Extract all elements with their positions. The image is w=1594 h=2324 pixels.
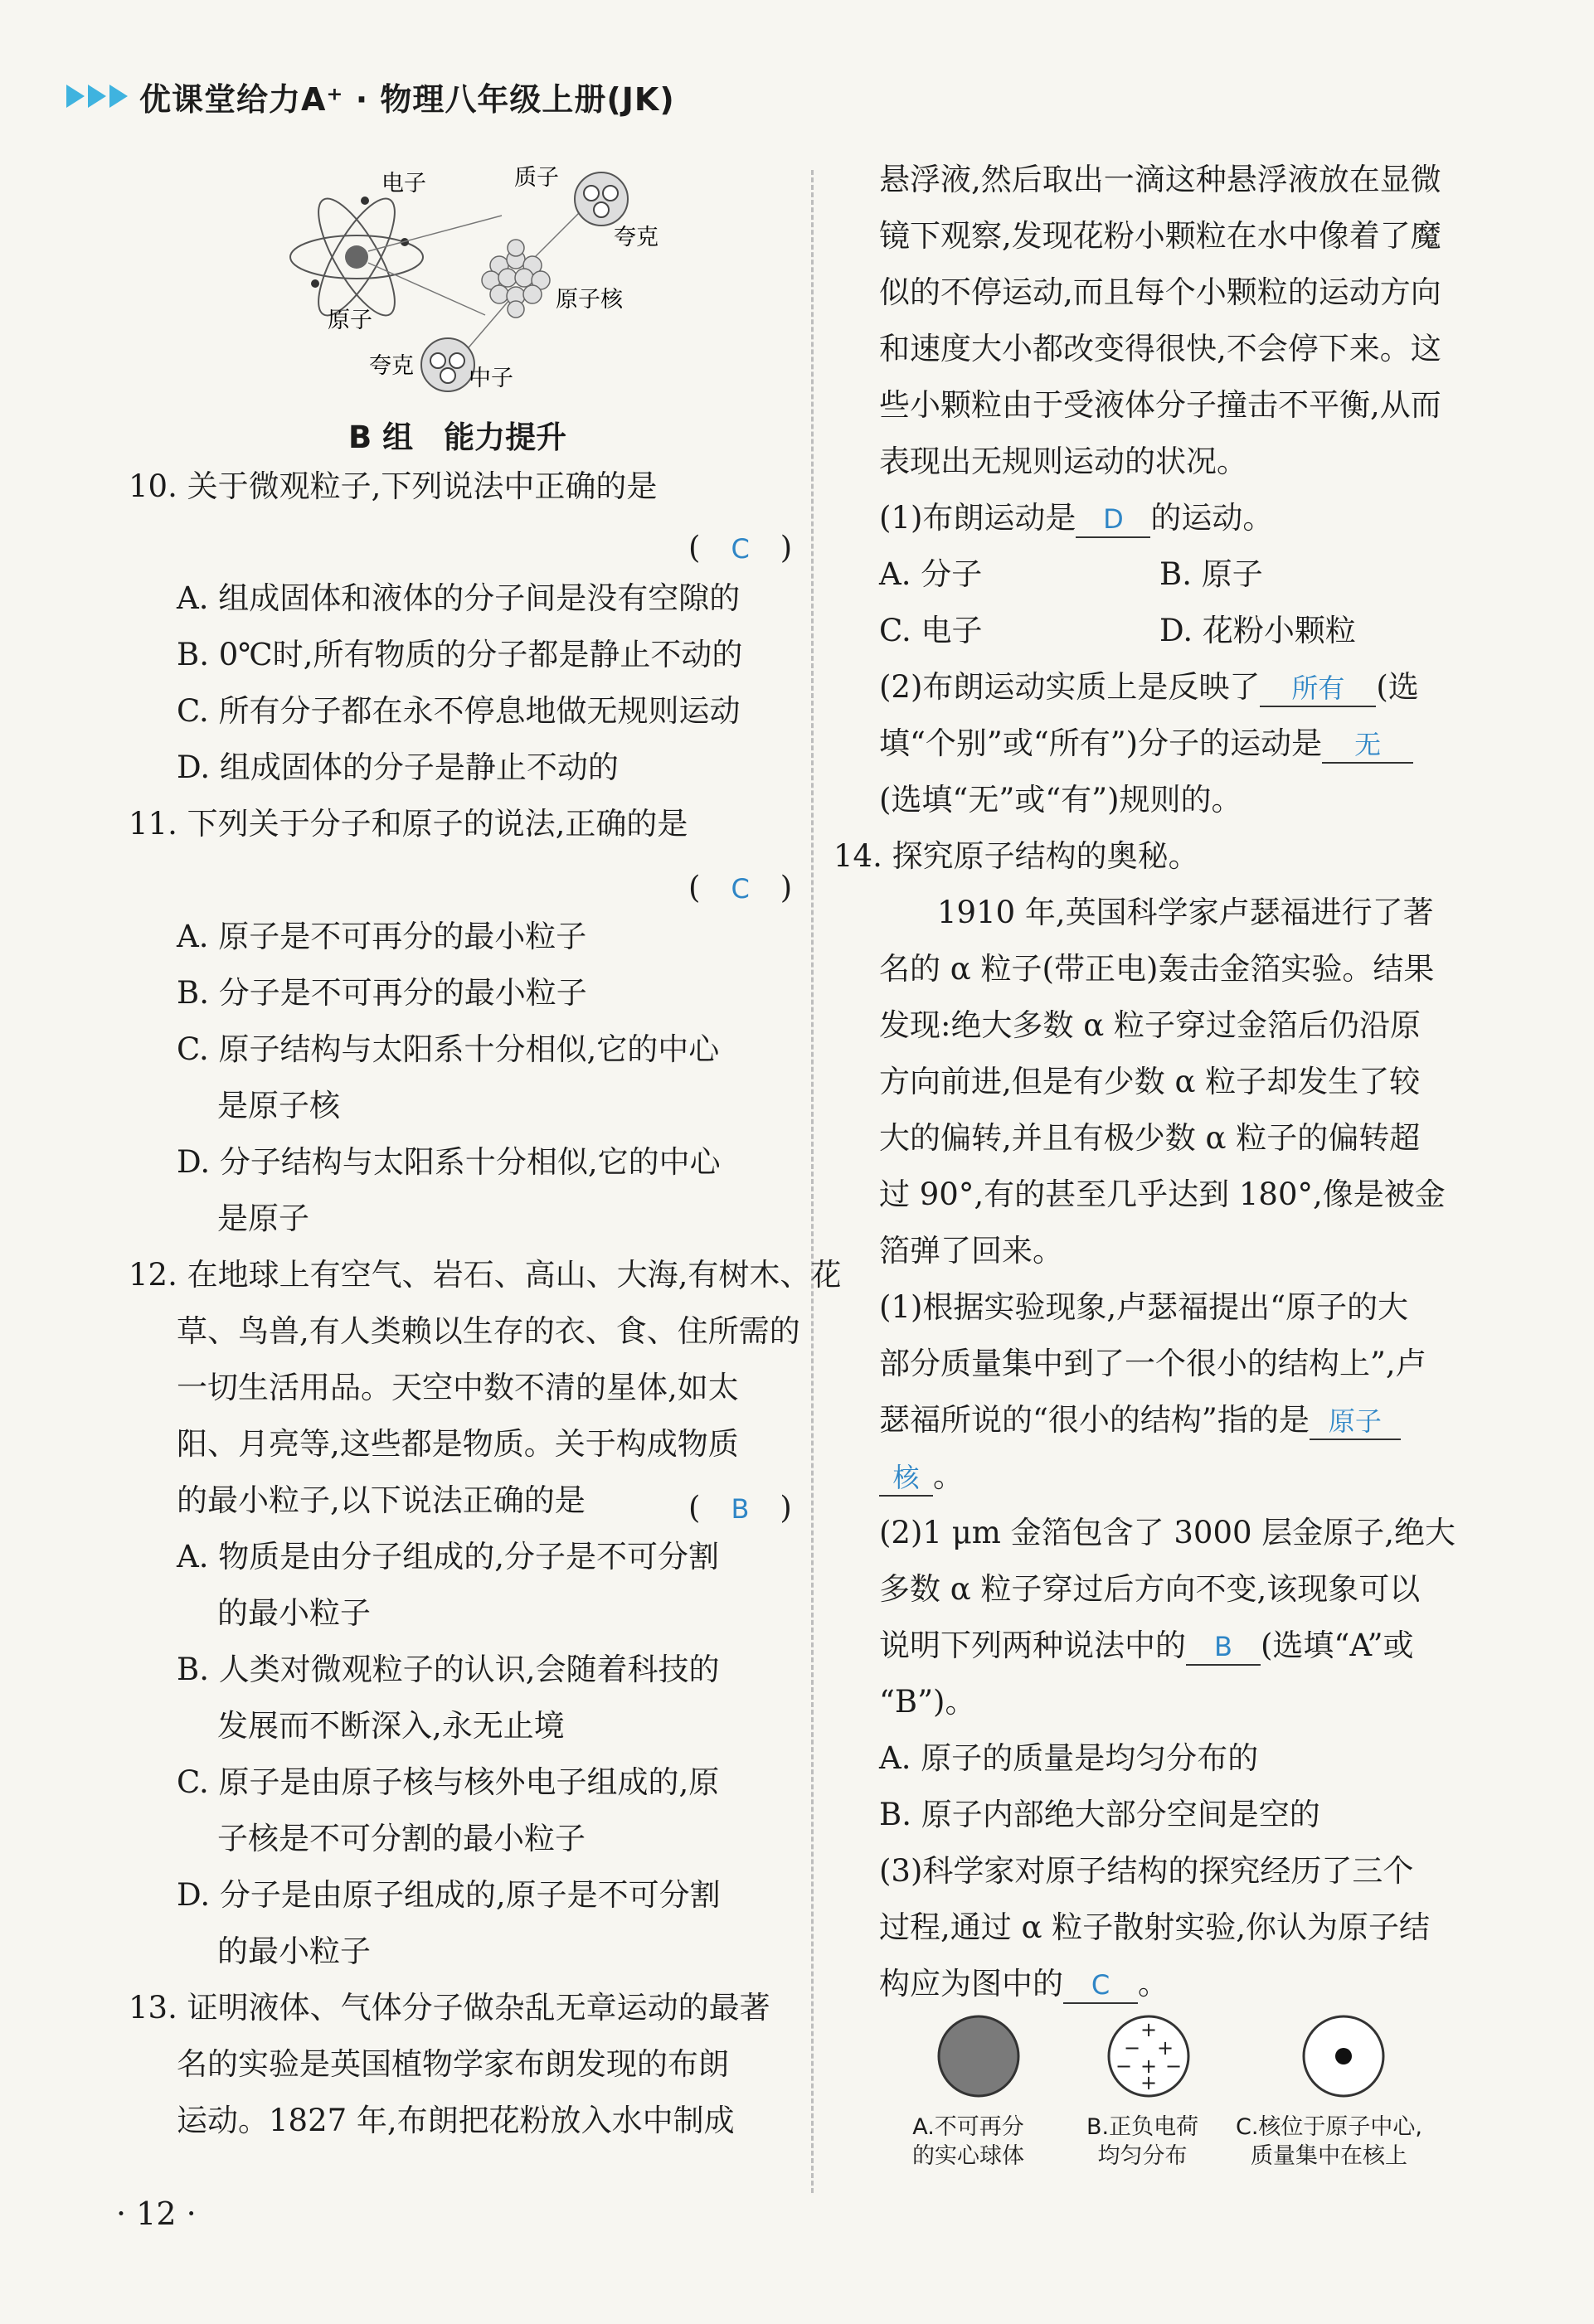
q14-p3-line-2: 过程,通过 α 粒子散射实验,你认为原子结 (879, 1909, 1431, 1945)
q14-p3-answer: C (1091, 1969, 1110, 2001)
q12-line-5: 的最小粒子,以下说法正确的是 (177, 1482, 586, 1518)
label-neutron: 中子 (469, 366, 513, 391)
q14-p3-line-3: 构应为图中的 C 。 (879, 1966, 1169, 2004)
q12-option-b-cont: 发展而不断深入,永无止境 (217, 1708, 565, 1744)
q10-answer-box: ( C ) (688, 530, 793, 565)
model-c-nucleus (1335, 2048, 1352, 2064)
q12-option-a: A. 物质是由分子组成的,分子是不可分割 (177, 1539, 720, 1574)
q14-p2-line-4: “B”)。 (879, 1684, 976, 1720)
label-quark-2: 夸克 (369, 353, 414, 379)
q14-p2-option-a: A. 原子的质量是均匀分布的 (879, 1740, 1259, 1776)
q14-p1-line-2: 部分质量集中到了一个很小的结构上”,卢 (879, 1346, 1426, 1381)
model-b-sign: − (1123, 2036, 1141, 2060)
q14-intro-5: 大的偏转,并且有极少数 α 粒子的偏转超 (879, 1120, 1421, 1156)
q14-intro-3: 发现:绝大多数 α 粒子穿过金箔后仍沿原 (879, 1007, 1421, 1043)
q13-part-2-end: (选填“无”或“有”)规则的。 (879, 782, 1242, 818)
q13-part-1: (1)布朗运动是 D 的运动。 (879, 500, 1273, 538)
q11-answer-box: ( C ) (688, 870, 793, 905)
q14-p2-option-b: B. 原子内部绝大部分空间是空的 (879, 1797, 1320, 1832)
page-header (66, 71, 675, 121)
model-b-caption: B.正负电荷 均匀分布 (1086, 2114, 1199, 2170)
q14-stem: 14. 探究原子结构的奥秘。 (833, 838, 1199, 874)
model-b-sign: − (1115, 2055, 1133, 2078)
q13-option-a: A. 分子 (879, 556, 983, 592)
q13-option-b: B. 原子 (1159, 556, 1263, 592)
q14-p1-line-1: (1)根据实验现象,卢瑟福提出“原子的大 (879, 1289, 1409, 1325)
q13-line-8: 些小颗粒由于受液体分子撞击不平衡,从而 (879, 387, 1441, 423)
model-c-caption: C.核位于原子中心, 质量集中在核上 (1236, 2114, 1423, 2170)
q11-option-c: C. 原子结构与太阳系十分相似,它的中心 (177, 1031, 720, 1067)
model-a-caption: A.不可再分 的实心球体 (912, 2114, 1024, 2170)
q12-option-c-cont: 子核是不可分割的最小粒子 (217, 1821, 586, 1856)
model-a-solid-sphere (939, 2016, 1018, 2096)
q11-stem: 11. 下列关于分子和原子的说法,正确的是 (129, 806, 688, 842)
q12-option-d: D. 分子是由原子组成的,原子是不可分割 (177, 1877, 721, 1913)
label-proton: 质子 (514, 165, 559, 191)
q12-answer: B (731, 1493, 750, 1525)
q12-option-a-cont: 的最小粒子 (217, 1595, 371, 1631)
q10-stem: 10. 关于微观粒子,下列说法中正确的是 (129, 468, 658, 504)
q13-line-7: 和速度大小都改变得很快,不会停下来。这 (879, 331, 1441, 366)
q14-intro-2: 名的 α 粒子(带正电)轰击金箔实验。结果 (879, 951, 1435, 987)
q11-option-d-cont: 是原子 (217, 1201, 309, 1236)
q12-line-3: 一切生活用品。天空中数不清的星体,如太 (177, 1370, 739, 1405)
q13-part-2: (2)布朗运动实质上是反映了 所有 (选 (879, 669, 1419, 707)
model-b-sign: + (1140, 2071, 1158, 2094)
label-nucleus: 原子核 (556, 287, 623, 313)
q12-answer-box: ( B ) (688, 1490, 792, 1526)
q14-intro-6: 过 90°,有的甚至几乎达到 180°,像是被金 (879, 1177, 1446, 1212)
model-b-sign: + (1140, 2055, 1158, 2078)
q13-line-6: 似的不停运动,而且每个小颗粒的运动方向 (879, 274, 1441, 310)
atom-structure-diagram (282, 162, 680, 402)
q12-option-d-cont: 的最小粒子 (217, 1933, 371, 1969)
q11-option-a: A. 原子是不可再分的最小粒子 (177, 919, 587, 954)
page-number: · 12 · (116, 2195, 197, 2232)
q13-line-4: 悬浮液,然后取出一滴这种悬浮液放在显微 (879, 162, 1441, 197)
model-b-sign: + (1140, 2018, 1158, 2041)
q14-intro-7: 箔弹了回来。 (879, 1233, 1063, 1269)
q13-line-9: 表现出无规则运动的状况。 (879, 444, 1247, 479)
q14-p1-answer-b: 核 (892, 1462, 920, 1493)
section-title: B 组 能力提升 (348, 420, 567, 455)
q10-answer: C (731, 533, 750, 565)
q13-p2-answer-1: 所有 (1291, 672, 1345, 704)
q12-option-b: B. 人类对微观粒子的认识,会随着科技的 (177, 1652, 720, 1687)
q11-answer: C (731, 873, 750, 905)
q10-option-d: D. 组成固体的分子是静止不动的 (177, 750, 619, 785)
q14-intro-4: 方向前进,但是有少数 α 粒子却发生了较 (879, 1064, 1421, 1099)
q14-p1-line-4: 核 。 (879, 1458, 964, 1497)
q13-line-5: 镜下观察,发现花粉小颗粒在水中像着了魔 (879, 218, 1441, 254)
q14-p2-line-1: (2)1 μm 金箔包含了 3000 层金原子,绝大 (879, 1515, 1456, 1550)
q10-option-c: C. 所有分子都在永不停息地做无规则运动 (177, 693, 741, 729)
q14-p1-line-3: 瑟福所说的“很小的结构”指的是 原子 (879, 1402, 1401, 1440)
q14-p2-answer: B (1214, 1631, 1232, 1662)
book-title: 优课堂给力A⁺ · 物理八年级上册(JK) (139, 80, 675, 118)
label-quark-1: 夸克 (614, 225, 658, 250)
arrow-icon (66, 85, 128, 108)
q11-option-c-cont: 是原子核 (217, 1088, 340, 1123)
q12-line-2: 草、鸟兽,有人类赖以生存的衣、食、住所需的 (177, 1313, 800, 1349)
q13-part-2-cont: 填“个别”或“所有”)分子的运动是 无 (879, 725, 1413, 764)
q14-p2-line-3: 说明下列两种说法中的 B (选填“A”或 (879, 1628, 1414, 1666)
q11-option-d: D. 分子结构与太阳系十分相似,它的中心 (177, 1144, 721, 1180)
q13-option-c: C. 电子 (879, 613, 983, 648)
q10-option-b: B. 0℃时,所有物质的分子都是静止不动的 (177, 637, 743, 672)
q12-option-c: C. 原子是由原子核与核外电子组成的,原 (177, 1764, 720, 1800)
q14-p2-line-2: 多数 α 粒子穿过后方向不变,该现象可以 (879, 1571, 1421, 1607)
atom-models-figure (896, 2006, 1476, 2114)
q13-line-3: 运动。1827 年,布朗把花粉放入水中制成 (177, 2103, 735, 2138)
q14-intro-1: 1910 年,英国科学家卢瑟福进行了著 (937, 895, 1434, 930)
q13-p2-answer-2: 无 (1354, 729, 1382, 760)
q10-option-a: A. 组成固体和液体的分子间是没有空隙的 (177, 580, 741, 616)
q11-option-b: B. 分子是不可再分的最小粒子 (177, 975, 587, 1011)
q13-line-2: 名的实验是英国植物学家布朗发现的布朗 (177, 2046, 729, 2082)
label-atom: 原子 (328, 308, 372, 333)
q12-line-4: 阳、月亮等,这些都是物质。关于构成物质 (177, 1426, 739, 1462)
label-electron: 电子 (381, 171, 426, 196)
q13-line-1: 13. 证明液体、气体分子做杂乱无章运动的最著 (129, 1990, 770, 2026)
column-divider (811, 170, 814, 2193)
q12-line-1: 12. 在地球上有空气、岩石、高山、大海,有树木、花 (129, 1257, 842, 1293)
model-b-sign: − (1164, 2055, 1183, 2078)
q14-p3-line-1: (3)科学家对原子结构的探究经历了三个 (879, 1853, 1414, 1889)
model-b-sign: + (1156, 2036, 1174, 2060)
q13-p1-answer: D (1103, 503, 1124, 535)
q14-p1-answer-a: 原子 (1328, 1405, 1382, 1437)
q13-option-d: D. 花粉小颗粒 (1159, 613, 1356, 648)
